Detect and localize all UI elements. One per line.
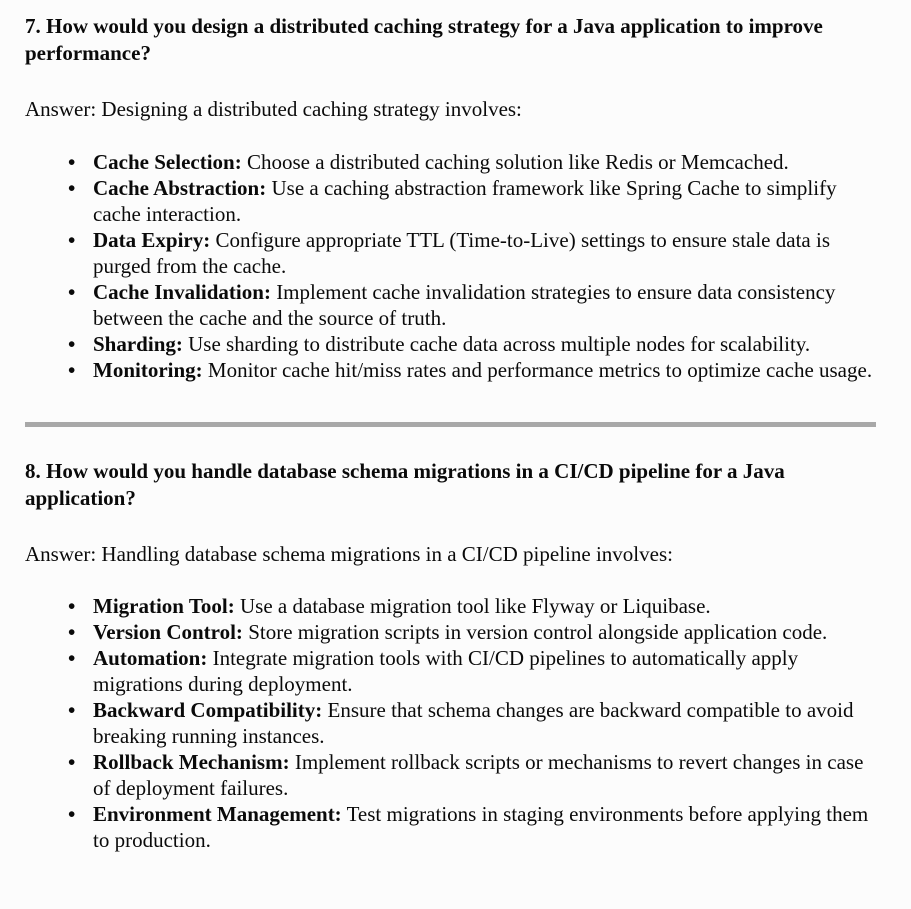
bullet-term: Backward Compatibility: (93, 698, 323, 722)
bullet-text: Test migrations in staging environments before applying them to production. (93, 802, 869, 852)
bullet-text: Store migration scripts in version control alongside application code. (248, 620, 828, 644)
answer-intro: Answer: Handling database schema migrations in a CI/CD pipeline involves: (25, 541, 673, 566)
bullet-text: Implement cache invalidation strategies to ensure data consistency between the cache and the source of truth. (93, 279, 836, 330)
bullet-term: Cache Invalidation: (93, 279, 271, 304)
question-8-section (25, 458, 883, 854)
bullet-text: Monitor cache hit/miss rates and performance metrics to optimize cache usage. (207, 357, 873, 382)
section-divider (25, 422, 876, 427)
bullet-text: Ensure that schema changes are backward compatible to avoid breaking running instances. (93, 698, 854, 748)
bullet-text: Use a caching abstraction framework like Spring Cache to simplify cache interaction. (93, 175, 837, 226)
question-heading: 8. How would you handle database schema migrations in a CI/CD pipeline for a Java application? (25, 458, 785, 510)
bullet-term: Monitoring: (93, 357, 203, 382)
question-heading: 7. How would you design a distributed caching strategy for a Java application to improve performance? (25, 14, 823, 65)
answer-intro: Answer: Designing a distributed caching strategy involves: (25, 97, 522, 121)
list-item (25, 279, 883, 331)
list-item (25, 357, 883, 383)
bullet-text: Choose a distributed caching solution like Redis or Memcached. (246, 149, 789, 174)
bullet-term: Cache Abstraction: (93, 175, 267, 200)
list-item (25, 697, 883, 749)
list-item (25, 227, 883, 279)
bullet-term: Version Control: (93, 620, 243, 644)
bullet-text: Configure appropriate TTL (Time-to-Live) settings to ensure stale data is purged from the cache. (93, 227, 830, 278)
list-item (25, 619, 883, 645)
question-7-section (25, 13, 883, 383)
bullet-term: Migration Tool: (93, 594, 235, 618)
list-item (25, 149, 883, 175)
list-item (25, 749, 883, 801)
list-item (25, 331, 883, 357)
bullet-term: Cache Selection: (93, 149, 242, 174)
list-item (25, 801, 883, 853)
bullet-list (25, 149, 883, 383)
bullet-term: Rollback Mechanism: (93, 750, 290, 774)
bullet-text: Use sharding to distribute cache data across multiple nodes for scalability. (188, 331, 811, 356)
bullet-term: Sharding: (93, 331, 183, 356)
bullet-term: Data Expiry: (93, 227, 211, 252)
list-item (25, 593, 883, 619)
bullet-text: Integrate migration tools with CI/CD pipelines to automatically apply migrations during deployment. (93, 646, 799, 696)
list-item (25, 645, 883, 697)
bullet-text: Implement rollback scripts or mechanisms to revert changes in case of deployment failures. (93, 750, 864, 800)
list-item (25, 175, 883, 227)
bullet-text: Use a database migration tool like Flyway or Liquibase. (240, 594, 711, 618)
bullet-list (25, 593, 883, 853)
bullet-term: Automation: (93, 646, 208, 670)
bullet-term: Environment Management: (93, 802, 342, 826)
